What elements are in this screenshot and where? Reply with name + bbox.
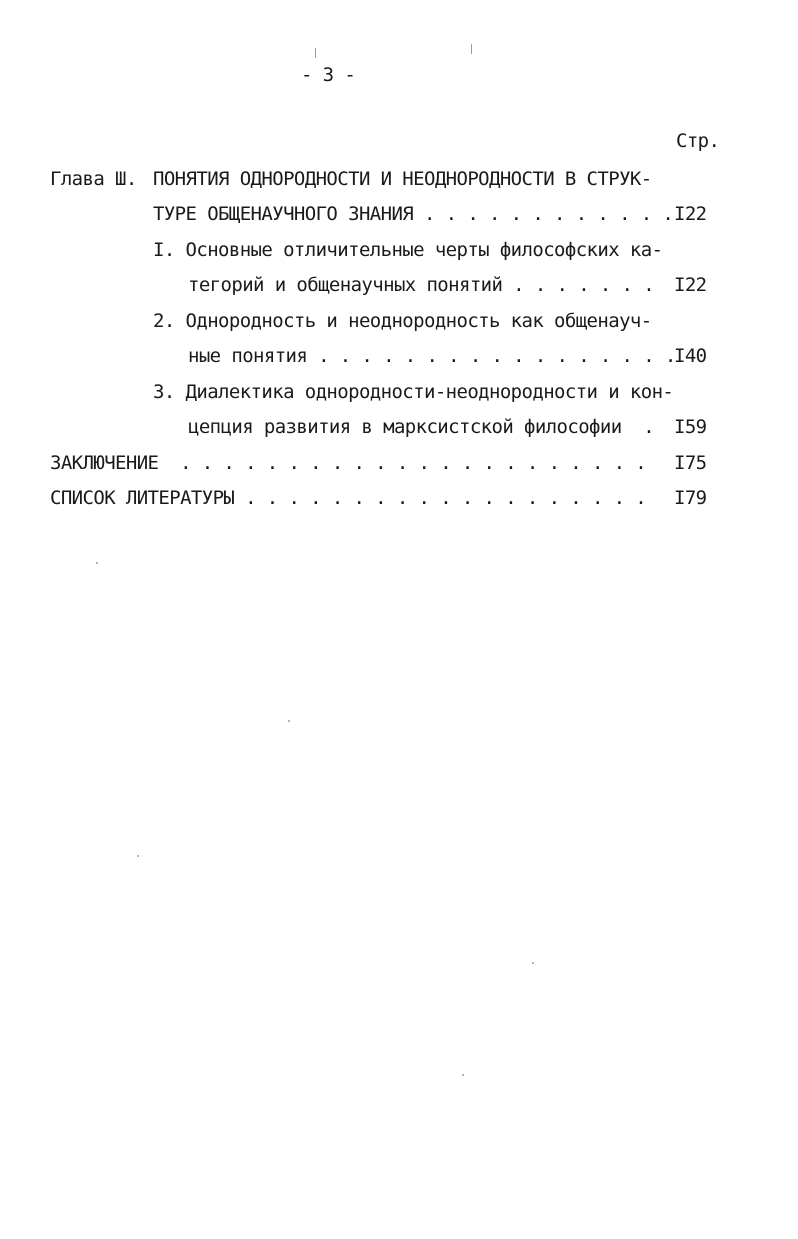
scan-speck <box>288 720 290 722</box>
chapter-title-line1: ПОНЯТИЯ ОДНОРОДНОСТИ И НЕОДНОРОДНОСТИ В СТРУК- <box>153 168 652 190</box>
section-2-line1: 2. Однородность и неоднородность как общенауч- <box>153 310 652 332</box>
page-number: - 3 - <box>301 64 356 86</box>
section-2-page: I40 <box>674 345 707 367</box>
conclusion-page: I75 <box>674 452 707 474</box>
bibliography-page: I79 <box>674 487 707 509</box>
scan-speck <box>471 44 472 54</box>
bibliography-label: СПИСОК ЛИТЕРАТУРЫ . . . . . . . . . . . . . . . . . . . <box>50 487 647 509</box>
chapter-title-line2: ТУРЕ ОБЩЕНАУЧНОГО ЗНАНИЯ . . . . . . . . . . . . <box>153 203 674 225</box>
scan-speck <box>96 562 98 564</box>
conclusion-label: ЗАКЛЮЧЕНИЕ . . . . . . . . . . . . . . . . . . . . . . <box>50 452 647 474</box>
section-3-line1: 3. Диалектика однородности-неоднородности и кон- <box>153 381 674 403</box>
scan-speck <box>532 962 534 964</box>
section-1-line1: I. Основные отличительные черты философских ка- <box>153 239 663 261</box>
scan-speck <box>137 855 139 857</box>
section-1-line2: тегорий и общенаучных понятий . . . . . . . <box>188 274 655 296</box>
scan-speck <box>462 1074 464 1076</box>
page-column-label: Стр. <box>676 130 720 152</box>
chapter-label: Глава Ш. <box>50 168 137 190</box>
section-1-page: I22 <box>674 274 707 296</box>
section-3-line2: цепция развития в марксистской философии . <box>188 416 655 438</box>
section-3-page: I59 <box>674 416 707 438</box>
chapter-page: I22 <box>674 203 707 225</box>
section-2-line2: ные понятия . . . . . . . . . . . . . . . . . <box>188 345 676 367</box>
scan-speck <box>315 48 316 58</box>
